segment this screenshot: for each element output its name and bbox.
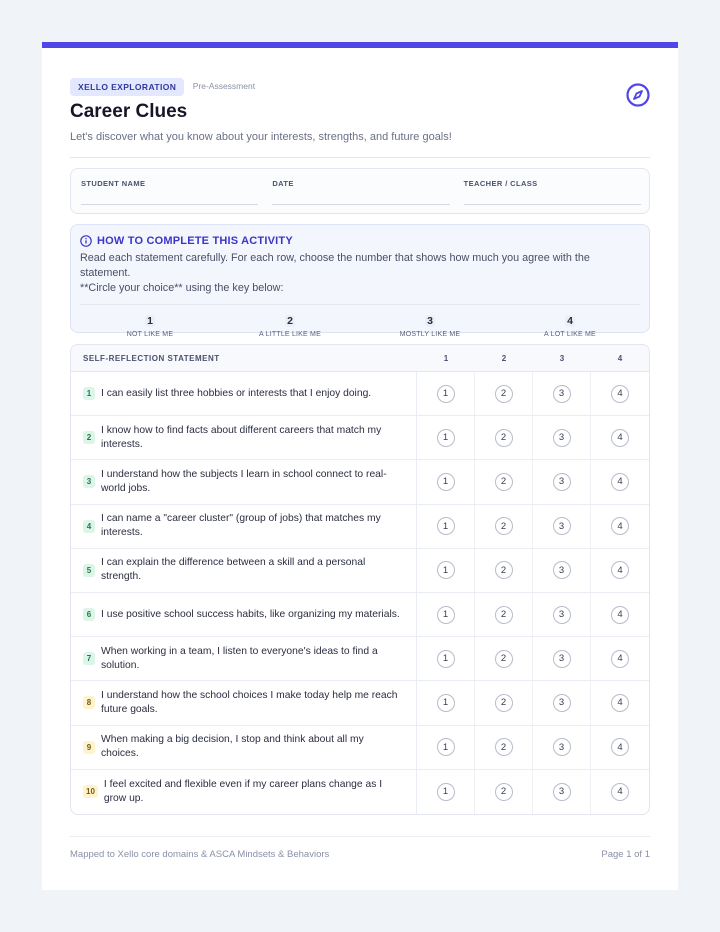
rating-option-3[interactable]: 3 (553, 517, 571, 535)
rating-option-1[interactable]: 1 (437, 385, 455, 403)
rating-cell (475, 770, 533, 814)
instructions-panel (70, 224, 650, 338)
rating-option-3[interactable]: 3 (553, 783, 571, 801)
date-field[interactable] (272, 179, 449, 213)
rating-cell (475, 460, 533, 503)
statement-cell (71, 770, 417, 814)
rating-option-1[interactable]: 1 (437, 694, 455, 712)
key-label: A LITTLE LIKE ME (259, 331, 321, 338)
page-header (70, 48, 650, 143)
rating-column-header: 1 (443, 353, 449, 363)
program-tag: XELLO EXPLORATION (70, 78, 184, 96)
rating-option-4[interactable]: 4 (611, 650, 629, 668)
rating-option-4[interactable]: 4 (611, 385, 629, 403)
student-name-line (81, 204, 258, 205)
rating-cell (533, 770, 591, 814)
statement-text: I use positive school success habits, like organizing my materials. (101, 608, 400, 620)
rating-cell (533, 726, 591, 769)
rating-option-2[interactable]: 2 (495, 561, 513, 579)
rating-option-4[interactable]: 4 (611, 561, 629, 579)
student-info-fields (70, 168, 650, 214)
date-label: DATE (272, 179, 294, 188)
key-item (360, 311, 500, 338)
statement-cell (71, 549, 417, 592)
instructions-line-2: **Circle your choice** using the key below: (80, 282, 284, 294)
rating-cell (417, 549, 475, 592)
rating-cell (417, 460, 475, 503)
rating-cell (417, 726, 475, 769)
rating-cell (591, 593, 649, 636)
rating-cell (533, 460, 591, 503)
rating-option-1[interactable]: 1 (437, 473, 455, 491)
key-number: 3 (427, 315, 433, 327)
instructions-text (80, 251, 640, 296)
rating-option-2[interactable]: 2 (495, 473, 513, 491)
rating-option-1[interactable]: 1 (437, 561, 455, 579)
statement-column-header: SELF-REFLECTION STATEMENT (83, 353, 220, 363)
table-body (71, 372, 649, 814)
statement-cell (71, 416, 417, 459)
rating-cell (533, 372, 591, 415)
key-label: MOSTLY LIKE ME (399, 331, 461, 338)
rating-cell (475, 726, 533, 769)
statement-text: I understand how the school choices I make today help me reach future goals. (101, 689, 398, 715)
key-label: A LOT LIKE ME (544, 331, 596, 338)
page-number: Page 1 of 1 (601, 849, 650, 860)
rating-option-3[interactable]: 3 (553, 385, 571, 403)
rating-cell (475, 549, 533, 592)
table-row (71, 460, 649, 504)
rating-option-2[interactable]: 2 (495, 429, 513, 447)
statement-cell (71, 726, 417, 769)
rating-cell (591, 770, 649, 814)
rating-option-1[interactable]: 1 (437, 738, 455, 756)
statement-text: I understand how the subjects I learn in school connect to real-world jobs. (101, 468, 387, 494)
rating-option-4[interactable]: 4 (611, 738, 629, 756)
teacher-class-line (464, 204, 641, 205)
statement-text: I can name a "career cluster" (group of jobs) that matches my interests. (101, 513, 381, 539)
rating-cell (533, 593, 591, 636)
instructions-line-1: Read each statement carefully. For each row, choose the number that shows how much you agree with the statement. (80, 252, 590, 279)
rating-option-2[interactable]: 2 (495, 385, 513, 403)
statement-text: I feel excited and flexible even if my career plans change as I grow up. (103, 778, 383, 804)
page-footer (70, 836, 650, 860)
rating-cell (417, 372, 475, 415)
rating-option-3[interactable]: 3 (553, 429, 571, 447)
key-item (500, 311, 640, 338)
rating-option-4[interactable]: 4 (611, 517, 629, 535)
statement-cell (71, 637, 417, 680)
assessment-type: Pre-Assessment (192, 81, 256, 91)
statement-text: I can explain the difference between a skill and a personal strength. (101, 557, 366, 583)
info-icon (80, 235, 92, 247)
table-row (71, 681, 649, 725)
rating-option-1[interactable]: 1 (437, 517, 455, 535)
rating-option-2[interactable]: 2 (495, 783, 513, 801)
date-line (272, 204, 449, 205)
rating-option-4[interactable]: 4 (611, 783, 629, 801)
compass-icon (626, 83, 650, 107)
table-row (71, 416, 649, 460)
rating-option-1[interactable]: 1 (437, 606, 455, 624)
rating-cell (417, 416, 475, 459)
rating-option-1[interactable]: 1 (437, 429, 455, 447)
rating-option-2[interactable]: 2 (495, 517, 513, 535)
table-row (71, 505, 649, 549)
statement-cell (71, 593, 417, 636)
page-intro: Let's discover what you know about your interests, strengths, and future goals! (70, 131, 452, 143)
rating-cell (475, 372, 533, 415)
rating-cell (533, 681, 591, 724)
rating-option-2[interactable]: 2 (495, 606, 513, 624)
rating-option-4[interactable]: 4 (611, 473, 629, 491)
key-item (220, 311, 360, 338)
statement-number-badge: 9 (83, 741, 95, 754)
rating-option-2[interactable]: 2 (495, 694, 513, 712)
statement-text: When working in a team, I listen to everyone's ideas to find a solution. (101, 645, 378, 671)
rating-cell (591, 637, 649, 680)
rating-option-3[interactable]: 3 (553, 738, 571, 756)
rating-cell (417, 681, 475, 724)
rating-cell (417, 770, 475, 814)
rating-column-header: 2 (501, 353, 507, 363)
rating-column-header: 4 (617, 353, 623, 363)
self-reflection-table (70, 344, 650, 815)
rating-cell (475, 637, 533, 680)
table-row (71, 549, 649, 593)
table-row (71, 726, 649, 770)
table-row (71, 637, 649, 681)
rating-option-4[interactable]: 4 (611, 429, 629, 447)
statement-cell (71, 505, 417, 548)
rating-cell (417, 593, 475, 636)
rating-key (80, 304, 640, 338)
table-row (71, 593, 649, 637)
statement-cell (71, 460, 417, 503)
statement-text: I know how to find facts about different careers that match my interests. (101, 424, 382, 450)
rating-cell (533, 505, 591, 548)
statement-number-badge: 2 (83, 431, 95, 444)
rating-cell (475, 681, 533, 724)
rating-option-1[interactable]: 1 (437, 783, 455, 801)
statement-text: I can easily list three hobbies or interests that I enjoy doing. (101, 387, 372, 399)
instructions-heading (80, 235, 640, 247)
rating-option-2[interactable]: 2 (495, 738, 513, 756)
statement-number-badge: 6 (83, 608, 95, 621)
key-number: 4 (567, 315, 573, 327)
rating-cell (417, 637, 475, 680)
rating-cell (591, 416, 649, 459)
rating-option-1[interactable]: 1 (437, 650, 455, 668)
rating-option-3[interactable]: 3 (553, 561, 571, 579)
statement-number-badge: 8 (83, 696, 95, 709)
rating-option-4[interactable]: 4 (611, 606, 629, 624)
rating-option-2[interactable]: 2 (495, 650, 513, 668)
table-header (71, 345, 649, 372)
rating-option-3[interactable]: 3 (553, 473, 571, 491)
key-number: 2 (287, 315, 293, 327)
rating-cell (591, 460, 649, 503)
rating-cell (533, 637, 591, 680)
statement-number-badge: 5 (83, 564, 95, 577)
key-number: 1 (147, 315, 153, 327)
teacher-class-label: TEACHER / CLASS (463, 179, 538, 188)
rating-cell (475, 593, 533, 636)
rating-option-3[interactable]: 3 (553, 650, 571, 668)
instructions-title: HOW TO COMPLETE THIS ACTIVITY (97, 235, 293, 247)
statement-number-badge: 1 (83, 387, 95, 400)
header-divider (70, 157, 650, 158)
rating-cell (533, 549, 591, 592)
table-row (71, 770, 649, 814)
teacher-class-field[interactable] (464, 179, 641, 213)
table-row (71, 372, 649, 416)
statement-text: When making a big decision, I stop and think about all my choices. (101, 734, 364, 760)
statement-cell (71, 372, 417, 415)
rating-column-header: 3 (559, 353, 565, 363)
rating-cell (475, 505, 533, 548)
rating-cell (591, 549, 649, 592)
page-title: Career Clues (70, 101, 188, 122)
statement-cell (71, 681, 417, 724)
rating-cell (475, 416, 533, 459)
student-name-field[interactable] (81, 179, 258, 213)
worksheet-page (42, 42, 678, 890)
rating-option-3[interactable]: 3 (553, 606, 571, 624)
key-item (80, 311, 220, 338)
statement-number-badge: 10 (83, 785, 98, 798)
key-label: NOT LIKE ME (126, 331, 174, 338)
rating-cell (591, 372, 649, 415)
rating-cell (417, 505, 475, 548)
student-name-label: STUDENT NAME (81, 179, 146, 188)
rating-option-4[interactable]: 4 (611, 694, 629, 712)
footer-mapping: Mapped to Xello core domains & ASCA Mindsets & Behaviors (70, 849, 330, 860)
rating-cell (591, 505, 649, 548)
rating-cell (533, 416, 591, 459)
statement-number-badge: 7 (83, 652, 95, 665)
statement-number-badge: 3 (83, 475, 95, 488)
rating-cell (591, 681, 649, 724)
statement-number-badge: 4 (83, 520, 95, 533)
rating-cell (591, 726, 649, 769)
rating-option-3[interactable]: 3 (553, 694, 571, 712)
